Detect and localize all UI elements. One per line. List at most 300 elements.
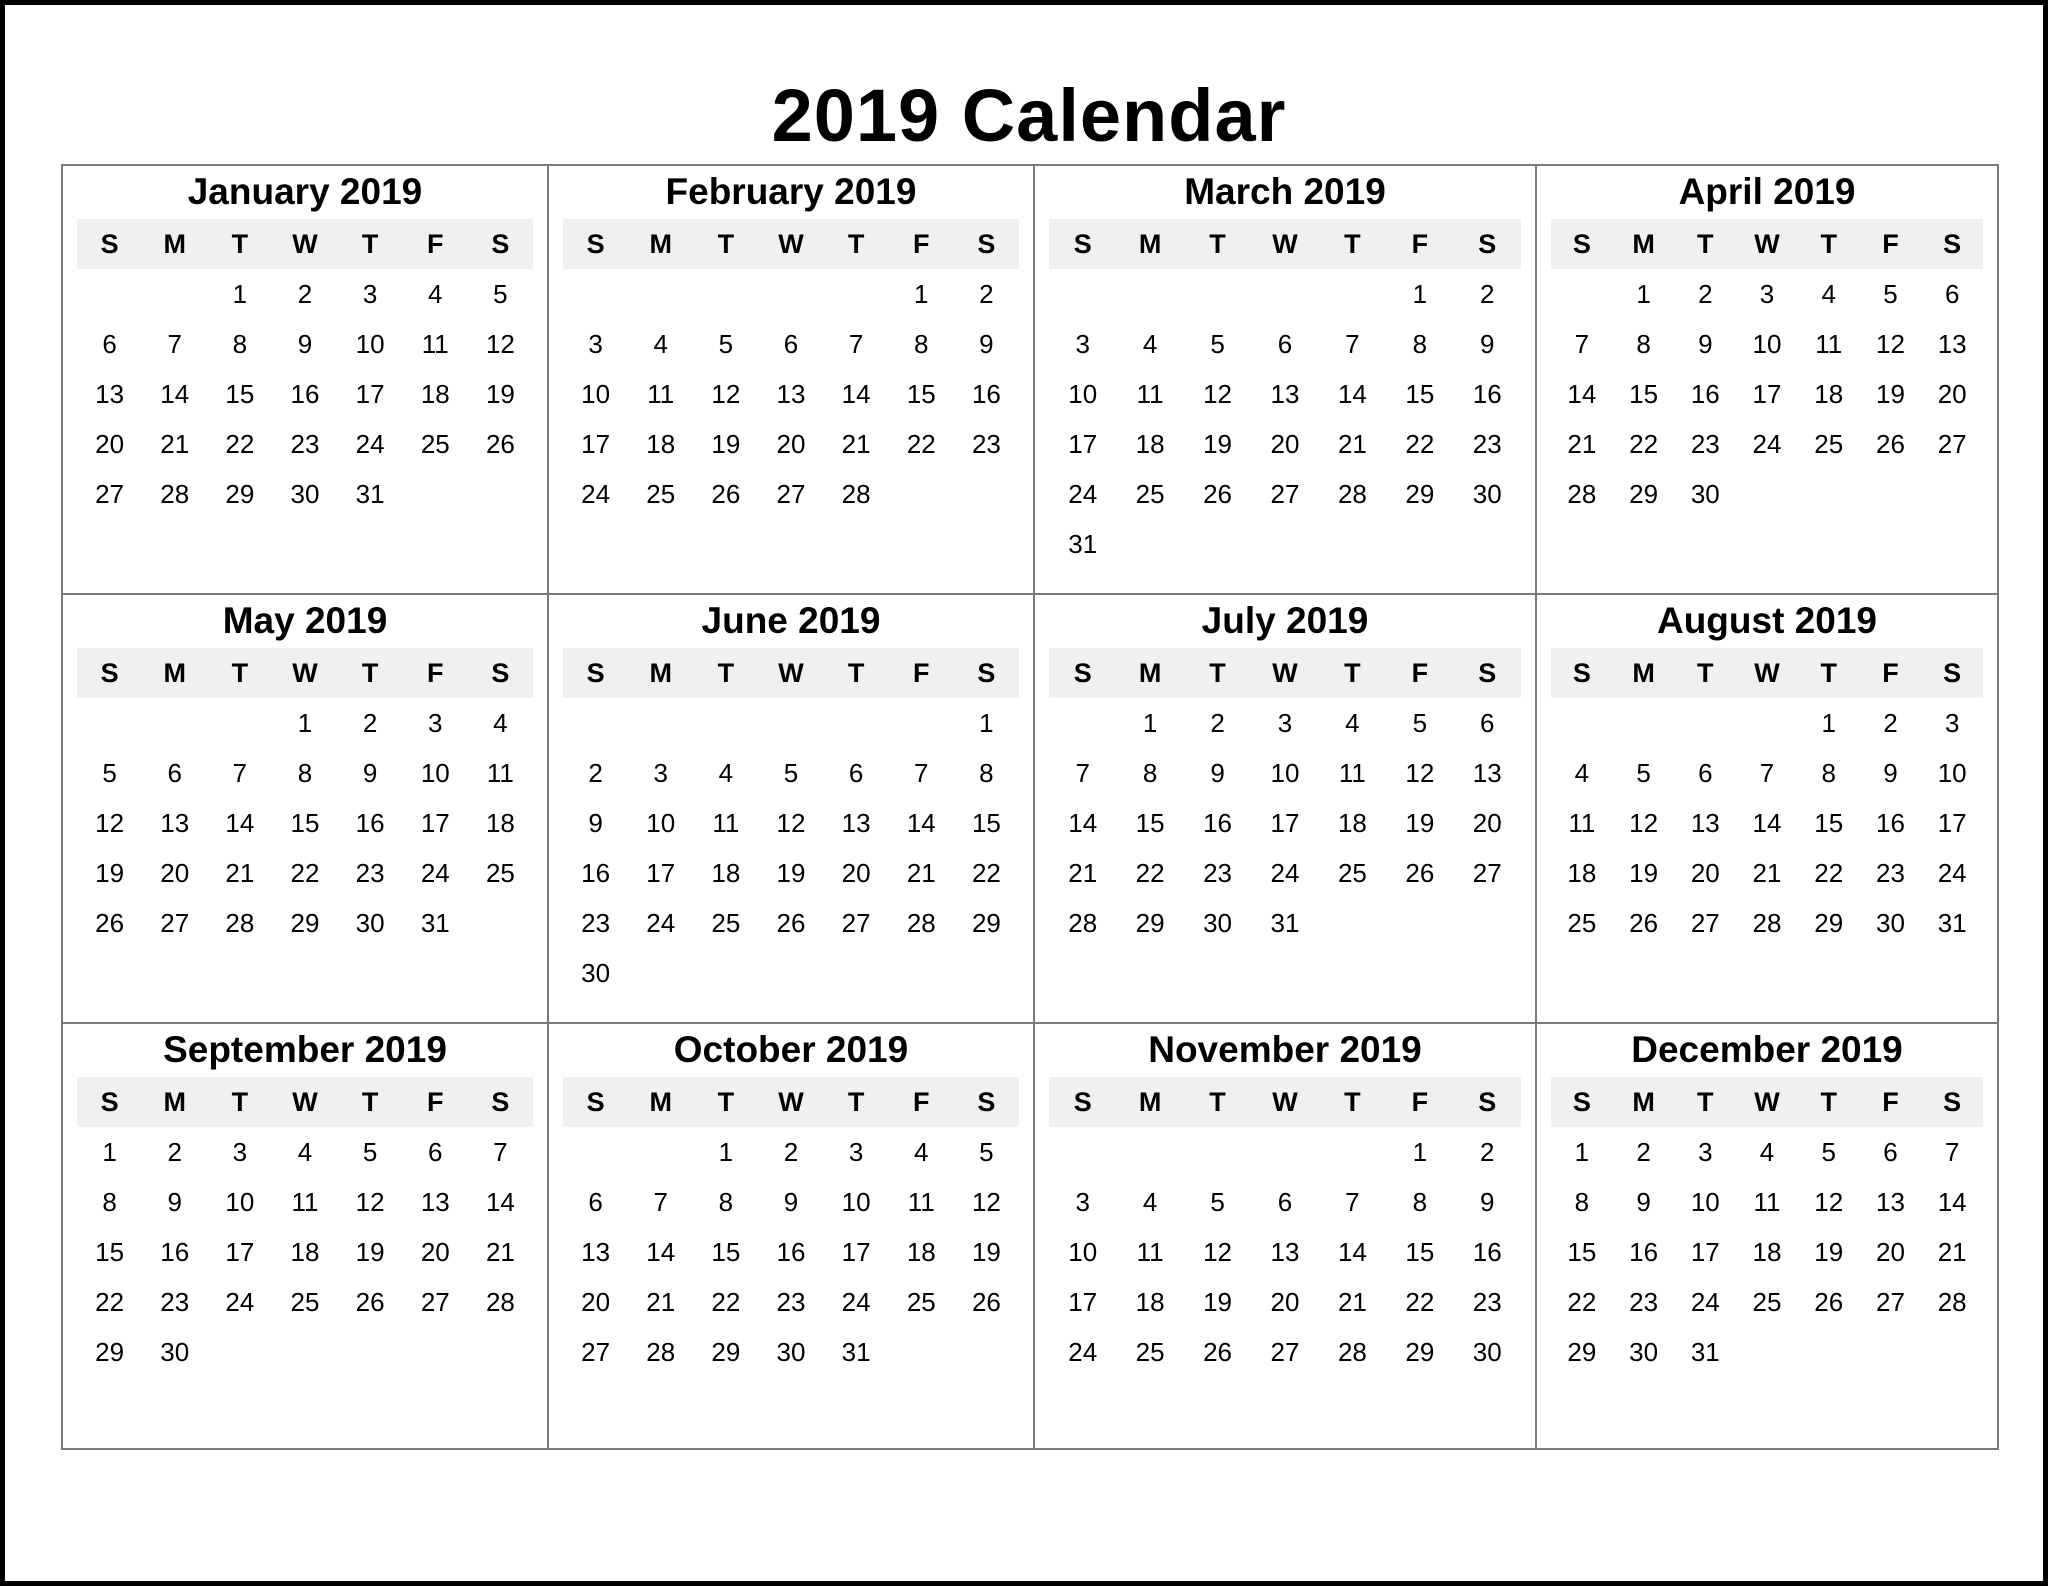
day-cell: 12	[1203, 1237, 1233, 1267]
weekday-label: M	[1138, 658, 1162, 688]
weekday-label: S	[491, 229, 510, 259]
day-cell: 11	[1136, 379, 1164, 409]
week-row	[1049, 1227, 1521, 1277]
weekday-label: W	[1754, 1087, 1780, 1117]
day-cell	[1386, 898, 1453, 948]
day-cell: 22	[1405, 429, 1435, 459]
day-cell: 1	[102, 1137, 117, 1167]
day-cell: 3	[232, 1137, 248, 1167]
day-cell	[1860, 469, 1922, 519]
day-cell: 9	[167, 1187, 182, 1217]
week-row	[77, 798, 533, 848]
weekday-label: S	[1943, 229, 1962, 259]
day-cell: 31	[1270, 908, 1300, 938]
day-cell: 30	[160, 1337, 190, 1367]
week-row	[77, 898, 533, 948]
day-cell: 22	[906, 429, 936, 459]
week-row	[563, 319, 1019, 369]
day-cell: 29	[1629, 479, 1659, 509]
weekday-label: F	[1882, 229, 1899, 259]
week-row	[1551, 369, 1983, 419]
day-cell: 15	[1567, 1237, 1597, 1267]
day-cell: 21	[1752, 858, 1782, 888]
day-cell	[628, 1127, 693, 1177]
weekday-label: F	[913, 658, 930, 688]
weekday-label: T	[847, 229, 865, 259]
day-cell: 22	[290, 858, 320, 888]
week-row	[1551, 848, 1983, 898]
day-cell: 8	[232, 329, 248, 359]
days-grid	[1049, 269, 1521, 569]
month-title: March 2019	[1184, 171, 1386, 212]
day-cell: 7	[493, 1137, 508, 1167]
day-cell: 30	[1472, 1337, 1502, 1367]
weekday-label: S	[491, 1087, 510, 1117]
day-cell: 29	[711, 1337, 741, 1367]
day-cell: 18	[420, 379, 450, 409]
week-row	[1551, 1177, 1983, 1227]
weekday-label: S	[100, 229, 119, 259]
day-cell	[1736, 698, 1798, 748]
day-cell: 6	[167, 758, 182, 788]
day-cell: 29	[225, 479, 255, 509]
week-row	[1049, 469, 1521, 519]
month-title: April 2019	[1678, 171, 1856, 212]
day-cell: 3	[1698, 1137, 1713, 1167]
days-grid	[563, 698, 1019, 998]
week-row	[1049, 1277, 1521, 1327]
day-cell	[468, 1327, 533, 1377]
day-cell: 2	[1698, 279, 1713, 309]
month-panel-august	[1537, 595, 1997, 1024]
day-cell: 13	[841, 808, 871, 838]
day-cell: 16	[1629, 1237, 1659, 1267]
day-cell: 17	[355, 379, 385, 409]
month-panel-december	[1537, 1024, 1997, 1448]
weekday-header-row	[77, 219, 533, 269]
month-title: November 2019	[1148, 1029, 1422, 1070]
day-cell: 27	[1690, 908, 1720, 938]
day-cell: 9	[1698, 329, 1713, 359]
day-cell: 12	[711, 379, 741, 409]
day-cell	[889, 948, 954, 998]
day-cell: 20	[1472, 808, 1502, 838]
day-cell: 1	[1412, 1137, 1428, 1167]
day-cell	[824, 269, 889, 319]
day-cell: 5	[102, 758, 117, 788]
week-row	[1049, 848, 1521, 898]
month-panel-april	[1537, 166, 1997, 595]
day-cell: 9	[1480, 1187, 1495, 1217]
day-cell: 25	[1135, 1337, 1165, 1367]
day-cell: 24	[646, 908, 676, 938]
day-cell: 29	[95, 1337, 125, 1367]
day-cell: 7	[653, 1187, 668, 1217]
day-cell: 21	[225, 858, 255, 888]
day-cell: 20	[95, 429, 125, 459]
weekday-label: M	[649, 1087, 672, 1117]
day-cell: 30	[1690, 479, 1720, 509]
day-cell: 1	[1636, 279, 1651, 309]
month-title: February 2019	[665, 171, 917, 212]
day-cell: 5	[979, 1137, 994, 1167]
weekday-label: S	[977, 229, 996, 259]
week-row	[563, 269, 1019, 319]
day-cell: 29	[971, 908, 1001, 938]
day-cell: 18	[290, 1237, 320, 1267]
day-cell: 31	[1690, 1337, 1720, 1367]
weekday-label: T	[1209, 658, 1226, 688]
day-cell: 25	[420, 429, 450, 459]
day-cell: 21	[485, 1237, 515, 1267]
day-cell	[1551, 698, 1613, 748]
day-cell: 19	[1203, 1287, 1233, 1317]
day-cell: 19	[95, 858, 125, 888]
day-cell	[628, 698, 693, 748]
day-cell: 24	[581, 479, 611, 509]
day-cell: 4	[297, 1137, 313, 1167]
day-cell: 4	[1574, 758, 1590, 788]
day-cell	[77, 269, 142, 319]
weekday-label: F	[913, 1087, 930, 1117]
days-grid	[1551, 1127, 1983, 1377]
day-cell: 6	[783, 329, 799, 359]
day-cell: 25	[711, 908, 741, 938]
weekday-header-row	[563, 1077, 1019, 1127]
day-cell: 5	[1883, 279, 1898, 309]
day-cell: 4	[428, 279, 443, 309]
day-cell: 5	[1210, 329, 1225, 359]
day-cell	[1386, 519, 1453, 569]
day-cell: 11	[291, 1187, 319, 1217]
day-cell: 17	[581, 429, 611, 459]
week-row	[1049, 1327, 1521, 1377]
day-cell	[693, 948, 758, 998]
weekday-label: S	[1478, 1087, 1497, 1117]
day-cell: 26	[711, 479, 741, 509]
day-cell: 9	[783, 1187, 799, 1217]
month-panel-november	[1035, 1024, 1537, 1448]
day-cell: 21	[160, 429, 190, 459]
day-cell: 25	[1752, 1287, 1782, 1317]
day-cell: 6	[1277, 329, 1293, 359]
day-cell: 7	[1075, 758, 1090, 788]
day-cell: 13	[776, 379, 806, 409]
week-row	[1049, 269, 1521, 319]
weekday-label: M	[1138, 1087, 1162, 1117]
day-cell	[954, 948, 1019, 998]
day-cell: 8	[102, 1187, 117, 1217]
day-cell: 3	[1075, 1187, 1090, 1217]
week-row	[1049, 898, 1521, 948]
day-cell: 3	[1075, 329, 1090, 359]
day-cell: 2	[588, 758, 603, 788]
day-cell: 1	[979, 708, 994, 738]
day-cell: 30	[1875, 908, 1905, 938]
week-row	[563, 1277, 1019, 1327]
day-cell: 11	[647, 379, 675, 409]
days-grid	[1049, 1127, 1521, 1377]
week-row	[1551, 698, 1983, 748]
day-cell: 16	[1203, 808, 1233, 838]
day-cell: 23	[1690, 429, 1720, 459]
day-cell: 15	[711, 1237, 741, 1267]
day-cell: 8	[718, 1187, 734, 1217]
page-title: 2019 Calendar	[771, 74, 1287, 157]
week-row	[77, 1177, 533, 1227]
day-cell: 21	[841, 429, 871, 459]
day-cell: 28	[1752, 908, 1782, 938]
month-panel-june	[549, 595, 1035, 1024]
day-cell: 19	[1203, 429, 1233, 459]
day-cell: 20	[1270, 429, 1300, 459]
week-row	[563, 369, 1019, 419]
day-cell: 30	[355, 908, 385, 938]
day-cell: 25	[906, 1287, 936, 1317]
day-cell: 18	[1814, 379, 1844, 409]
weekday-label: W	[1272, 229, 1298, 259]
day-cell	[1049, 1127, 1116, 1177]
day-cell: 24	[1690, 1287, 1720, 1317]
weekday-label: W	[292, 1087, 318, 1117]
day-cell: 12	[95, 808, 125, 838]
day-cell	[1184, 269, 1251, 319]
day-cell: 5	[718, 329, 734, 359]
day-cell: 30	[581, 958, 611, 988]
day-cell: 23	[1629, 1287, 1659, 1317]
day-cell: 22	[95, 1287, 125, 1317]
day-cell: 12	[1405, 758, 1435, 788]
weekday-label: F	[1882, 658, 1899, 688]
day-cell: 10	[225, 1187, 255, 1217]
day-cell	[1184, 519, 1251, 569]
day-cell	[1251, 1127, 1318, 1177]
month-title: January 2019	[187, 171, 423, 212]
day-cell: 22	[1405, 1287, 1435, 1317]
day-cell: 5	[1821, 1137, 1836, 1167]
day-cell: 13	[581, 1237, 611, 1267]
day-cell: 14	[841, 379, 871, 409]
day-cell: 6	[1944, 279, 1960, 309]
day-cell: 11	[1136, 1237, 1164, 1267]
weekday-label: M	[1632, 229, 1655, 259]
weekday-header-row	[1049, 648, 1521, 698]
weekday-label: W	[778, 1087, 804, 1117]
weekday-label: S	[977, 658, 996, 688]
day-cell: 27	[841, 908, 871, 938]
day-cell: 29	[1405, 479, 1435, 509]
week-row	[1551, 748, 1983, 798]
day-cell: 23	[581, 908, 611, 938]
day-cell: 10	[1270, 758, 1300, 788]
day-cell: 1	[297, 708, 313, 738]
day-cell: 28	[225, 908, 255, 938]
week-row	[1049, 1127, 1521, 1177]
day-cell: 26	[1629, 908, 1659, 938]
day-cell: 29	[1405, 1337, 1435, 1367]
week-row	[1551, 319, 1983, 369]
day-cell: 8	[914, 329, 929, 359]
day-cell: 14	[1337, 379, 1367, 409]
day-cell: 5	[783, 758, 799, 788]
day-cell: 7	[1345, 329, 1360, 359]
weekday-label: S	[1478, 229, 1497, 259]
weekday-label: W	[1754, 229, 1780, 259]
day-cell: 13	[1270, 379, 1300, 409]
day-cell: 11	[421, 329, 449, 359]
day-cell: 18	[906, 1237, 936, 1267]
weekday-header-row	[563, 648, 1019, 698]
month-panel-july	[1035, 595, 1537, 1024]
day-cell: 15	[290, 808, 320, 838]
day-cell: 13	[1937, 329, 1967, 359]
day-cell: 10	[355, 329, 385, 359]
weekday-label: M	[649, 229, 672, 259]
week-row	[1551, 1127, 1983, 1177]
day-cell: 1	[1821, 708, 1836, 738]
day-cell: 20	[420, 1237, 450, 1267]
weekday-label: F	[1411, 1087, 1429, 1117]
day-cell: 27	[420, 1287, 450, 1317]
weekday-header-row	[1551, 648, 1983, 698]
week-row	[563, 1327, 1019, 1377]
day-cell: 19	[711, 429, 741, 459]
day-cell: 18	[1135, 429, 1165, 459]
day-cell: 3	[1277, 708, 1293, 738]
day-cell	[272, 1327, 337, 1377]
day-cell	[1319, 1127, 1386, 1177]
week-row	[77, 469, 533, 519]
week-row	[1049, 698, 1521, 748]
day-cell	[1674, 698, 1736, 748]
weekday-label: T	[361, 229, 379, 259]
day-cell: 16	[1472, 379, 1502, 409]
day-cell: 2	[1210, 708, 1225, 738]
days-grid	[1049, 698, 1521, 948]
days-grid	[563, 269, 1019, 519]
week-row	[563, 848, 1019, 898]
day-cell: 26	[1405, 858, 1435, 888]
day-cell: 16	[1472, 1237, 1502, 1267]
day-cell: 10	[1690, 1187, 1720, 1217]
day-cell: 24	[841, 1287, 871, 1317]
day-cell: 24	[1068, 1337, 1098, 1367]
day-cell	[758, 269, 823, 319]
day-cell: 19	[1629, 858, 1659, 888]
day-cell: 9	[362, 758, 378, 788]
week-row	[1049, 798, 1521, 848]
day-cell: 7	[1574, 329, 1590, 359]
day-cell: 8	[1412, 1187, 1428, 1217]
week-row	[563, 798, 1019, 848]
weekday-header-row	[1551, 219, 1983, 269]
day-cell: 23	[355, 858, 385, 888]
day-cell: 9	[1883, 758, 1898, 788]
weekday-header-row	[77, 648, 533, 698]
weekday-label: T	[1344, 1087, 1361, 1117]
weekday-label: S	[1073, 1087, 1092, 1117]
day-cell: 9	[297, 329, 313, 359]
day-cell: 13	[1690, 808, 1720, 838]
day-cell	[824, 698, 889, 748]
day-cell: 15	[1135, 808, 1165, 838]
day-cell: 4	[1345, 708, 1360, 738]
day-cell: 7	[914, 758, 929, 788]
day-cell	[1116, 519, 1183, 569]
weekday-label: M	[649, 658, 672, 688]
day-cell	[1251, 519, 1318, 569]
day-cell: 3	[588, 329, 603, 359]
day-cell: 10	[1752, 329, 1782, 359]
day-cell: 12	[485, 329, 515, 359]
day-cell: 14	[225, 808, 255, 838]
day-cell: 10	[1937, 758, 1967, 788]
day-cell: 30	[1629, 1337, 1659, 1367]
day-cell: 22	[971, 858, 1001, 888]
day-cell: 14	[646, 1237, 676, 1267]
day-cell: 4	[1821, 279, 1836, 309]
day-cell: 7	[167, 329, 182, 359]
week-row	[77, 1227, 533, 1277]
weekday-label: T	[1820, 229, 1837, 259]
day-cell: 22	[1567, 1287, 1597, 1317]
month-title: October 2019	[673, 1029, 909, 1070]
day-cell: 19	[355, 1237, 385, 1267]
day-cell	[563, 1127, 628, 1177]
day-cell: 6	[1480, 708, 1495, 738]
day-cell: 27	[1937, 429, 1967, 459]
day-cell: 9	[1636, 1187, 1651, 1217]
day-cell: 18	[711, 858, 741, 888]
day-cell: 28	[1337, 1337, 1367, 1367]
day-cell: 6	[848, 758, 864, 788]
day-cell: 21	[906, 858, 936, 888]
day-cell: 2	[167, 1137, 182, 1167]
day-cell: 19	[1875, 379, 1905, 409]
day-cell: 24	[1937, 858, 1967, 888]
day-cell	[1049, 269, 1116, 319]
month-panel-march	[1035, 166, 1537, 595]
day-cell	[142, 269, 207, 319]
day-cell: 6	[428, 1137, 443, 1167]
week-row	[563, 1227, 1019, 1277]
week-row	[1551, 798, 1983, 848]
day-cell: 5	[1210, 1187, 1225, 1217]
day-cell: 8	[1821, 758, 1836, 788]
weekday-label: T	[1209, 229, 1226, 259]
weekday-header-row	[1551, 1077, 1983, 1127]
week-row	[1049, 519, 1521, 569]
day-cell: 11	[712, 808, 740, 838]
day-cell: 21	[646, 1287, 676, 1317]
day-cell: 2	[362, 708, 378, 738]
day-cell: 11	[1338, 758, 1366, 788]
week-row	[563, 698, 1019, 748]
day-cell: 25	[485, 858, 515, 888]
day-cell: 7	[1759, 758, 1775, 788]
month-panel-february	[549, 166, 1035, 595]
day-cell: 26	[1814, 1287, 1844, 1317]
day-cell: 27	[1270, 1337, 1300, 1367]
day-cell: 2	[1480, 279, 1495, 309]
weekday-label: M	[1138, 229, 1162, 259]
day-cell: 22	[711, 1287, 741, 1317]
weekday-label: M	[163, 1087, 186, 1117]
day-cell	[1454, 898, 1521, 948]
day-cell: 27	[1472, 858, 1502, 888]
day-cell: 27	[1875, 1287, 1905, 1317]
day-cell: 23	[776, 1287, 806, 1317]
